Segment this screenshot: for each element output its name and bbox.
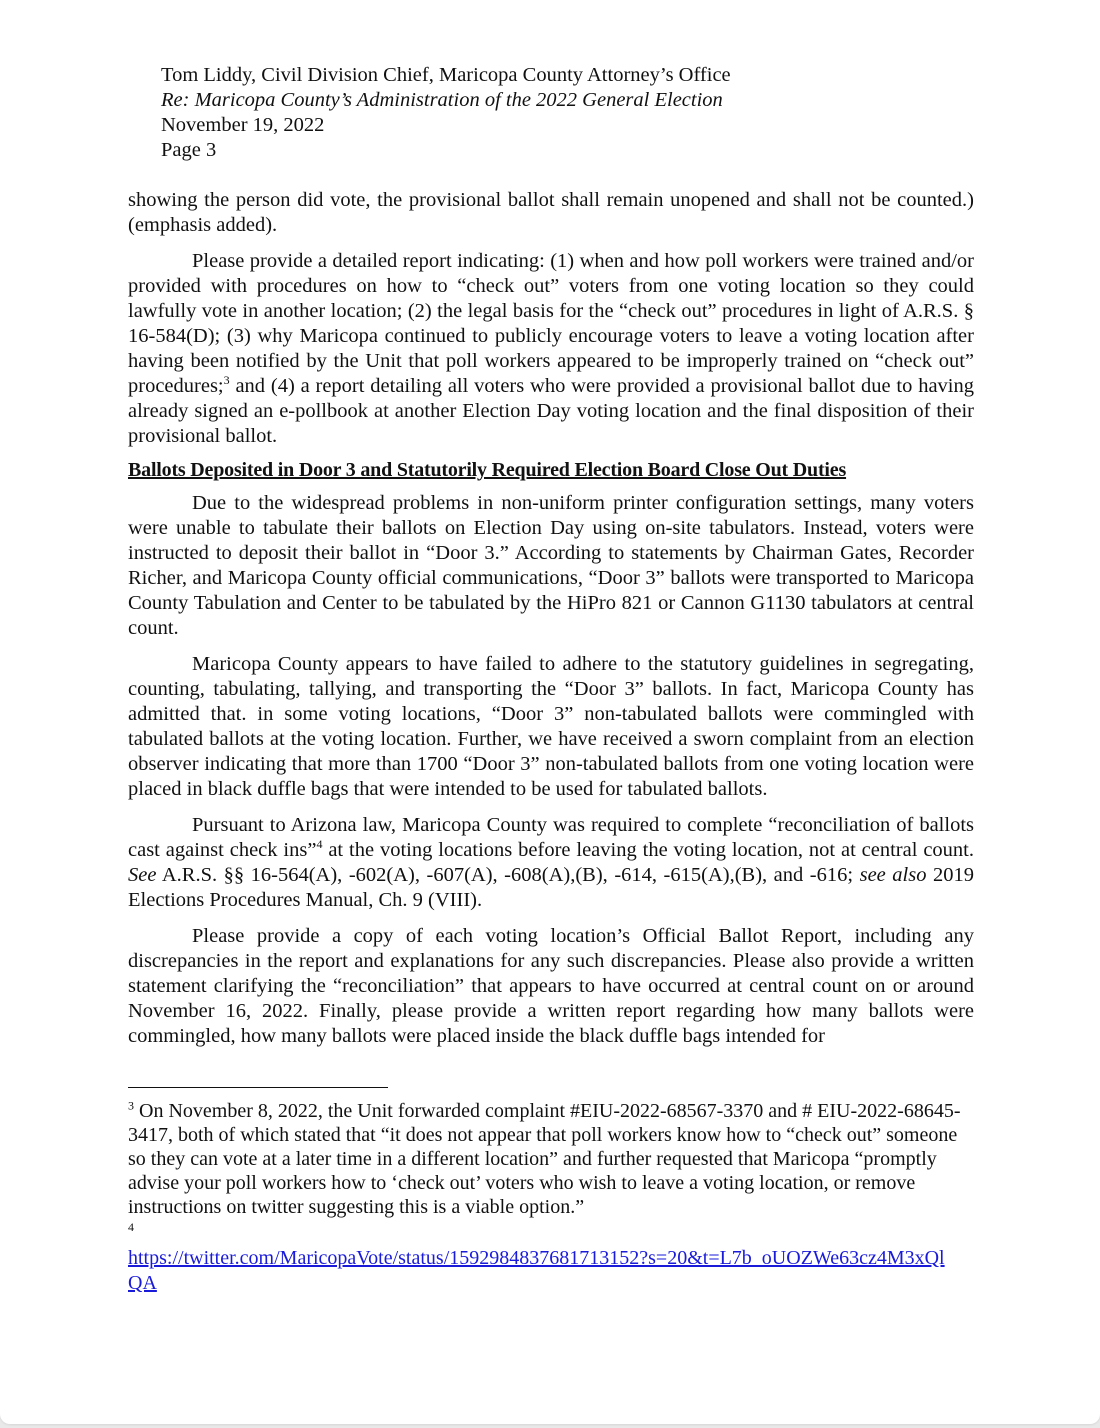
header-page-number: Page 3 bbox=[161, 139, 217, 161]
paragraph-text: at the voting locations before leaving the voting location, not at central count. bbox=[322, 839, 974, 861]
footnote-number-3: 3 bbox=[128, 1098, 134, 1113]
paragraph-text: and (4) a report detailing all voters who were provided a provisional ballot due to having already signed an e-pollbook at another Election Day voting location and the final disposition of their provisional ballot. bbox=[128, 375, 974, 447]
paragraph-text: 2019 Elections Procedures Manual, Ch. 9 (VIII). bbox=[128, 864, 974, 911]
paragraph-text: A.R.S. §§ 16-564(A), -602(A), -607(A), -608(A),(B), -614, -615(A),(B), and -616; bbox=[156, 864, 860, 886]
paragraph-arizona-law bbox=[128, 813, 974, 913]
paragraph-door3: Due to the widespread problems in non-uniform printer configuration settings, many voters were unable to tabulate their ballots on Election Day using on-site tabulators. Instead, voters were instructed to deposit their ballot in “Door 3.” According to statements by Chairman Gates, Recorder Richer, and Maricopa County official communications, “Door 3” ballots were transported to Maricopa County Tabulation and Center to be tabulated by the HiPro 821 or Cannon G1130 tabulators at central count. bbox=[128, 492, 974, 639]
letter-body bbox=[128, 188, 974, 1049]
header-recipient: Tom Liddy, Civil Division Chief, Maricopa County Attorney’s Office bbox=[161, 64, 731, 86]
footnote-3 bbox=[128, 1099, 974, 1219]
paragraph-continuation: showing the person did vote, the provisional ballot shall remain unopened and shall not be counted.) (emphasis added). bbox=[128, 189, 974, 236]
paragraph-report-request bbox=[128, 249, 974, 449]
paragraph-statutory-failure: Maricopa County appears to have failed to adhere to the statutory guidelines in segregating, counting, tabulating, tallying, and transporting the “Door 3” ballots. In fact, Maricopa County has admitted that. in some voting locations, “Door 3” non-tabulated ballots were commingled with tabulated ballots at the voting location. Further, we have received a sworn complaint from an election observer indicating that more than 1700 “Door 3” non-tabulated ballots from one voting location were placed in black duffle bags that were intended to be used for tabulated ballots. bbox=[128, 653, 974, 800]
citation-signal-see-also: see also bbox=[859, 864, 927, 886]
footnote-ref-4[interactable]: 4 bbox=[316, 837, 323, 852]
paragraph-ballot-report-request: Please provide a copy of each voting location’s Official Ballot Report, including any discrepancies in the report and explanations for any such discrepancies. Please also provide a written statement clarifying the “reconciliation” that appears to have occurred at central count on or around November 16, 2022. Finally, please provide a written report regarding how many ballots were commingled, how many ballots were placed inside the black duffle bags intended for bbox=[128, 925, 974, 1047]
letter-header bbox=[161, 63, 731, 163]
footnote-separator bbox=[128, 1087, 388, 1088]
section-heading: Ballots Deposited in Door 3 and Statutorily Required Election Board Close Out Duties bbox=[128, 459, 847, 481]
footnote-4-link[interactable]: https://twitter.com/MaricopaVote/status/1592984837681713152?s=20&t=L7b_oUOZWe63cz4M3xQlQA bbox=[128, 1247, 945, 1294]
footnote-number-4: 4 bbox=[128, 1220, 134, 1234]
footnotes bbox=[128, 1099, 974, 1296]
paragraph-text: Pursuant to Arizona law, Maricopa County was required to complete “reconciliation of ballots cast against check ins” bbox=[128, 814, 974, 861]
header-date: November 19, 2022 bbox=[161, 114, 325, 136]
header-subject: Re: Maricopa County’s Administration of the 2022 General Election bbox=[161, 89, 723, 111]
paragraph-text: Please provide a detailed report indicating: (1) when and how poll workers were trained and/or provided with procedures on how to “check out” voters from one voting location so they could lawfully vote in another location; (2) the legal basis for the “check out” procedures in light of A.R.S. § 16-584(D); (3) why Maricopa continued to publicly encourage voters to leave a voting location after having been notified by the Unit that poll workers appeared to be improperly trained on “check out” procedures; bbox=[128, 250, 974, 397]
citation-signal-see: See bbox=[128, 864, 157, 886]
footnote-text: On November 8, 2022, the Unit forwarded complaint #EIU-2022-68567-3370 and # EIU-2022-68645-3417, both of which stated that “it does not appear that poll workers know how to “check out” someone so they can vote at a later time in a different location” and further requested that Maricopa “promptly advise your poll workers how to ‘check out’ voters who wish to leave a voting location, or remove instructions on twitter suggesting this is a viable option.” bbox=[128, 1100, 961, 1218]
footnote-ref-3[interactable]: 3 bbox=[223, 373, 230, 388]
